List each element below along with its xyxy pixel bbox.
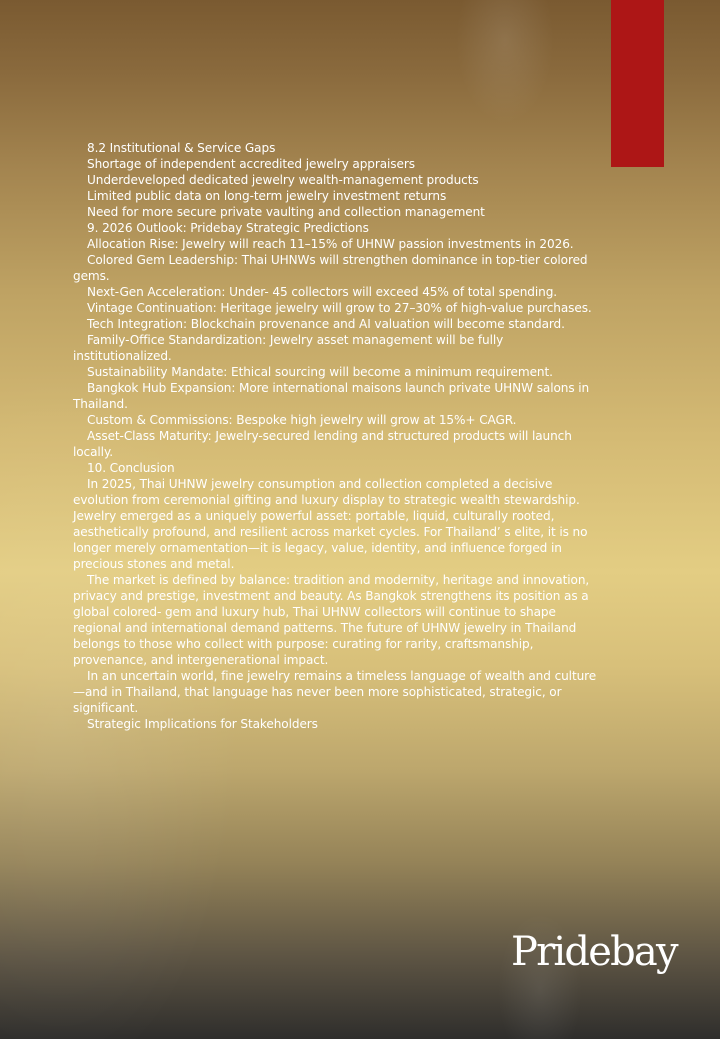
section-heading-conclusion: 10. Conclusion	[87, 461, 175, 475]
gap-item-wealth-products: Underdeveloped dedicated jewelry wealth-management products	[87, 173, 479, 187]
conclusion-paragraph-2: The market is defined by balance: tradition and modernity, heritage and innovation, privacy and prestige, investment and beauty. As Bangkok strengthens its position as a global colored- gem and luxury hub, Thai UHNW collectors will continue to shape regional and international demand patterns. The future of UHNW jewelry in Thailand belongs to those who collect with purpose: curating for rarity, craftsmanship, provenance, and intergenerational impact.	[73, 573, 590, 667]
prediction-asset-class-maturity: Asset-Class Maturity: Jewelry-secured lending and structured products will launch locally.	[73, 429, 572, 459]
prediction-sustainability: Sustainability Mandate: Ethical sourcing will become a minimum requirement.	[87, 365, 553, 379]
prediction-bangkok-hub: Bangkok Hub Expansion: More international maisons launch private UHNW salons in Thailand.	[73, 381, 590, 411]
report-body-text	[73, 140, 603, 732]
prediction-family-office: Family-Office Standardization: Jewelry asset management will be fully institutionalized.	[73, 333, 504, 363]
prediction-allocation-rise: Allocation Rise: Jewelry will reach 11–15% of UHNW passion investments in 2026.	[87, 237, 574, 251]
gap-item-appraisers: Shortage of independent accredited jewelry appraisers	[87, 157, 415, 171]
prediction-tech-integration: Tech Integration: Blockchain provenance and AI valuation will become standard.	[87, 317, 565, 331]
conclusion-paragraph-3: In an uncertain world, fine jewelry remains a timeless language of wealth and culture—and in Thailand, that language has never been more sophisticated, strategic, or significant.	[73, 669, 597, 715]
prediction-next-gen-acceleration: Next-Gen Acceleration: Under- 45 collectors will exceed 45% of total spending.	[87, 285, 558, 299]
section-heading-institutional-gaps: 8.2 Institutional & Service Gaps	[87, 141, 276, 155]
section-heading-strategic-implications: Strategic Implications for Stakeholders	[87, 717, 318, 731]
prediction-vintage-continuation: Vintage Continuation: Heritage jewelry will grow to 27–30% of high-value purchases.	[87, 301, 592, 315]
section-heading-2026-outlook: 9. 2026 Outlook: Pridebay Strategic Predictions	[87, 221, 369, 235]
pridebay-logo: Pridebay	[511, 929, 677, 975]
gap-item-public-data: Limited public data on long-term jewelry investment returns	[87, 189, 447, 203]
gap-item-vaulting: Need for more secure private vaulting and collection management	[87, 205, 485, 219]
conclusion-paragraph-1: In 2025, Thai UHNW jewelry consumption and collection completed a decisive evolution from ceremonial gifting and luxury display to strategic wealth stewardship. Jewelry emerged as a uniquely powerful asset: portable, liquid, culturally rooted, aesthetically profound, and resilient across market cycles. For Thailand’ s elite, it is no longer merely ornamentation—it is legacy, value, identity, and influence forged in precious stones and metal.	[73, 477, 588, 571]
red-accent-bookmark	[611, 0, 664, 167]
prediction-custom-commissions: Custom & Commissions: Bespoke high jewelry will grow at 15%+ CAGR.	[87, 413, 517, 427]
prediction-colored-gem-leadership: Colored Gem Leadership: Thai UHNWs will strengthen dominance in top-tier colored gems.	[73, 253, 588, 283]
